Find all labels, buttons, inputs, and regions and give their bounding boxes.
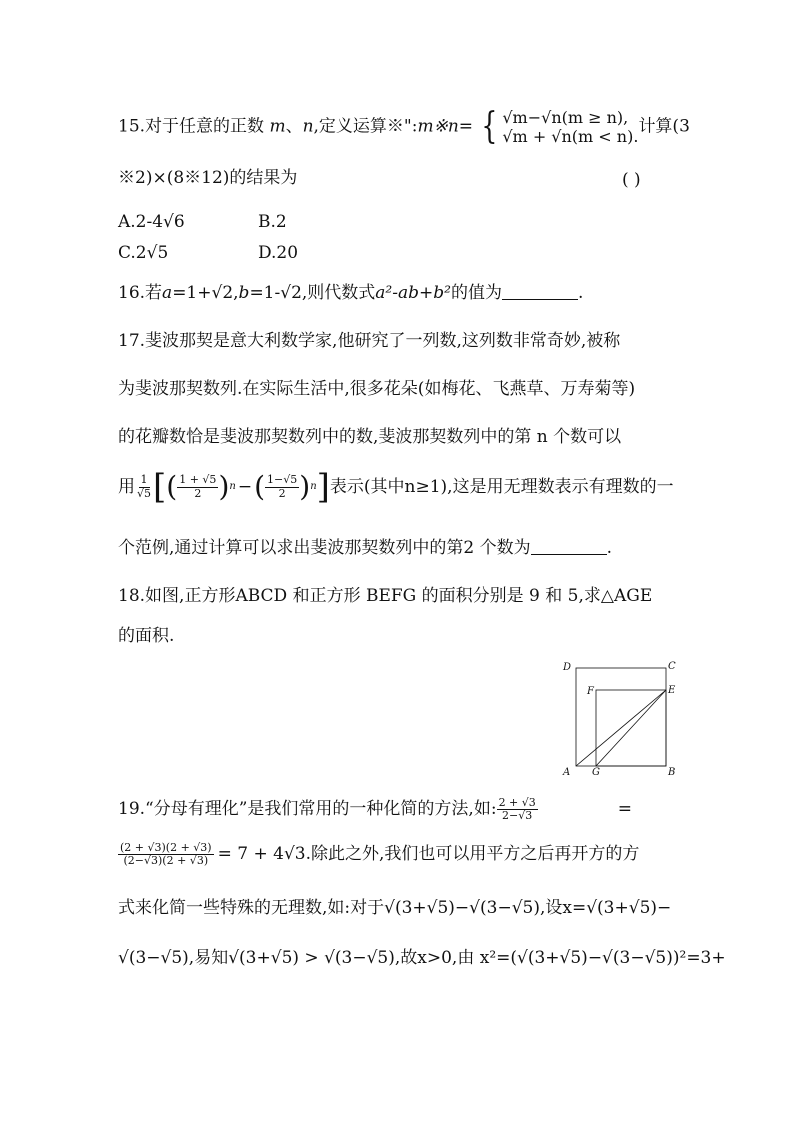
- q16-end: .: [577, 283, 584, 303]
- q17-line1: 17.斐波那契是意大利数学家,他研究了一列数,这列数非常奇妙,被称: [118, 331, 621, 351]
- bracket-close: ]: [316, 467, 330, 507]
- brace-icon: {: [481, 106, 498, 148]
- q16-t3: =1-√2,则代数式: [249, 283, 376, 303]
- answer-blank[interactable]: [502, 285, 578, 300]
- q19-frac2: $\frac{(2 + √3)(2 + √3)}{(2-√3)(2 + √3)}$: [120, 841, 212, 868]
- square-abcd: [576, 668, 666, 766]
- q19-frac1: $\frac{2 + √3}{2-√3}$: [498, 796, 536, 823]
- q15-cases: [478, 108, 638, 146]
- label-e: E: [668, 685, 676, 696]
- q15-sep: 、: [285, 116, 303, 137]
- option-b: B.2: [258, 212, 287, 232]
- segment-ae: [576, 690, 666, 766]
- q15-text-b: ,定义运算※":: [313, 116, 418, 137]
- q16-poly: a²-ab+b²: [375, 283, 451, 303]
- q19-line3: 式来化简一些特殊的无理数,如:对于√(3+√5)−√(3−√5),设x=√(3+√5)−: [118, 898, 672, 918]
- q15-line2: [118, 170, 297, 187]
- label-g: G: [592, 767, 600, 778]
- label-b: B: [668, 767, 676, 778]
- q16-t1: 若: [145, 283, 163, 303]
- q17-line2: 为斐波那契数列.在实际生活中,很多花朵(如梅花、飞燕草、万寿菊等): [118, 379, 636, 399]
- segment-ge: [596, 690, 666, 766]
- q19-line1: 19.“分母有理化”是我们常用的一种化简的方法,如: $\frac{2 + √3}{2-√3}$ =: [118, 796, 633, 823]
- option-a: A.2-4√6: [118, 212, 185, 232]
- q17-end: .: [606, 538, 613, 558]
- q18-line2: 的面积.: [118, 626, 175, 646]
- q15-case1: √m−√n(m ≥ n),: [502, 108, 629, 127]
- q19-eq1res: = 7 + 4√3.除此之外,我们也可以用平方之后再开方的方: [217, 844, 640, 865]
- q15-case2: √m + √n(m < n).: [502, 127, 639, 147]
- option-d: D.20: [258, 243, 299, 263]
- q19-line1-text: 19.“分母有理化”是我们常用的一种化简的方法,如:: [118, 799, 497, 820]
- q16-t2: =1+√2,: [172, 283, 239, 303]
- q17-line5: [118, 540, 612, 557]
- q17-line4: 用 $\frac{1}{√5}$ [ ( $\frac{1 + √5}{2}$ ) n − ( $\frac{1-√5}{2}$ ) n ] 表示(其中n≥1),这是用无理数表示有理数的一: [118, 467, 674, 507]
- var-b: b: [238, 283, 250, 303]
- q15-text-c: 计算(3: [638, 116, 690, 137]
- label-d: D: [563, 662, 572, 673]
- answer-paren: ( ): [622, 170, 641, 190]
- q17-line3: 的花瓣数恰是斐波那契数列中的数,斐波那契数列中的第 n 个数可以: [118, 427, 622, 447]
- q15-expr: m※n=: [417, 116, 474, 137]
- fib-frac: $\frac{1}{√5}$: [137, 473, 152, 500]
- q17-line4-pre: 用: [118, 476, 135, 497]
- var-m: m: [269, 116, 286, 137]
- q15-line1: [118, 108, 690, 146]
- q19-line2: [118, 842, 639, 867]
- q16-line: [118, 285, 583, 302]
- q18-line1: 18.如图,正方形ABCD 和正方形 BEFG 的面积分别是 9 和 5,求△AGE: [118, 586, 653, 606]
- label-f: F: [587, 686, 594, 697]
- q17-line5-text: 个范例,通过计算可以求出斐波那契数列中的第2 个数为: [118, 538, 531, 558]
- var-a: a: [162, 283, 173, 303]
- label-c: C: [668, 661, 676, 672]
- answer-blank-2[interactable]: [531, 540, 607, 555]
- q16-number: 16.: [118, 283, 146, 303]
- bracket-open: [: [153, 467, 167, 507]
- q15-number: 15.: [118, 116, 146, 137]
- square-figure: [560, 660, 680, 778]
- q15-line2-text: ※2)×(8※12)的结果为: [118, 168, 298, 188]
- q15-text-a: 对于任意的正数: [145, 116, 265, 137]
- option-c: C.2√5: [118, 243, 169, 263]
- q16-t4: 的值为: [450, 283, 502, 303]
- label-a: A: [563, 767, 571, 778]
- q19-line4: √(3−√5),易知√(3+√5) > √(3−√5),故x>0,由 x²=(√(3+√5)−√(3−√5))²=3+: [118, 948, 726, 968]
- q17-line4-post: 表示(其中n≥1),这是用无理数表示有理数的一: [329, 476, 674, 497]
- var-n: n: [302, 116, 314, 137]
